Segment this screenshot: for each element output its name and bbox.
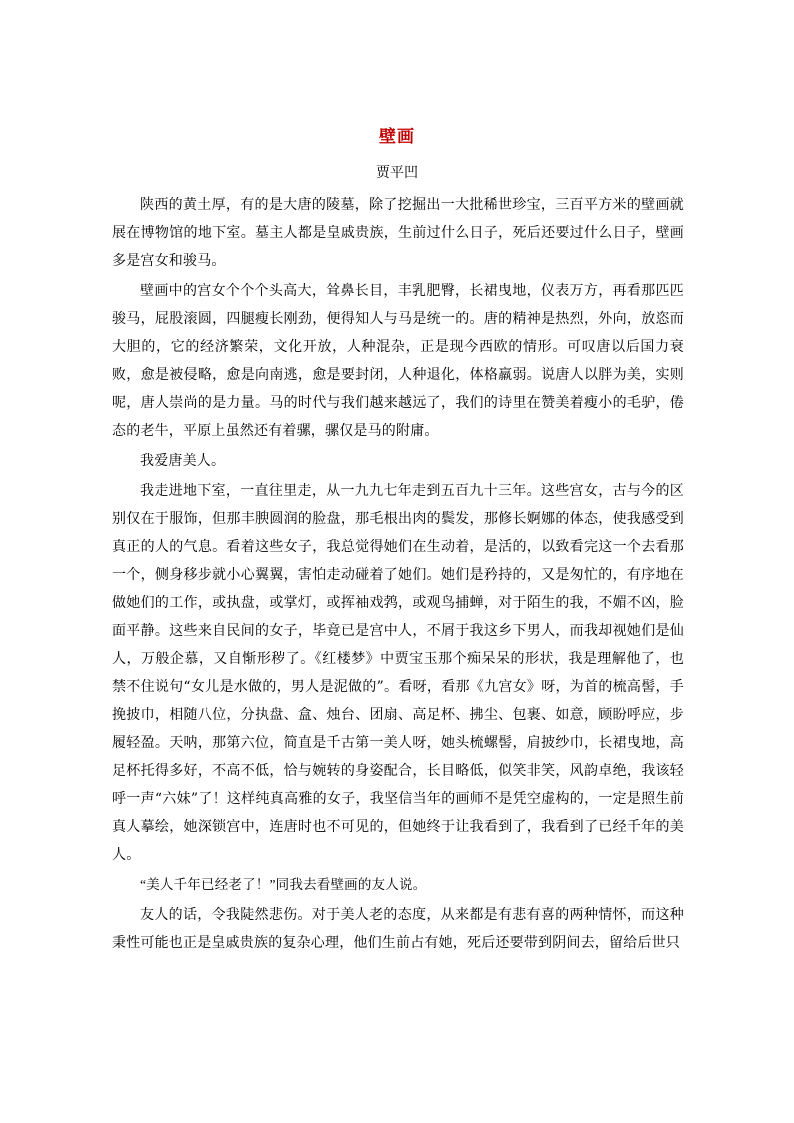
article-body xyxy=(112,191,684,957)
paragraph-2: 壁画中的宫女个个个头高大，耸鼻长目，丰乳肥臀，长裙曳地，仪表万方，再看那匹匹骏马，屁股滚圆，四腿瘦长刚劲，便得知人与马是统一的。唐的精神是热烈，外向，放恣而大胆的，它的经济繁荣，文化开放，人种混杂，正是现今西欧的情形。可叹唐以后国力衰败，愈是被侵略，愈是向南逃，愈是要封闭，人种退化，体格羸弱。说唐人以胖为美，实则呢，唐人崇尚的是力量。马的时代与我们越来越远了，我们的诗里在赞美着瘦小的毛驴，倦态的老牛，平原上虽然还有着骡，骡仅是马的附庸。 xyxy=(112,283,684,439)
article-author: 贾平凹 xyxy=(376,165,418,181)
paragraph-4: 我走进地下室，一直往里走，从一九九七年走到五百九十三年。这些宫女，古与今的区别仅在于服饰，但那丰腴圆润的脸盘，那毛根出肉的鬓发，那修长婀娜的体态，使我感受到真正的人的气息。看着这些女子，我总觉得她们在生动着，是活的，以致看完这一个去看那一个，侧身移步就小心翼翼，害怕走动碰着了她们。她们是矜持的，又是匆忙的，有序地在做她们的工作，或执盘，或掌灯，或挥袖戏鹁，或观鸟捕蝉，对于陌生的我，不媚不凶，脸面平静。这些来自民间的女子，毕竟已是宫中人，不屑于我这乡下男人，而我却视她们是仙人，万般企慕，又自惭形秽了。《红楼梦》中贾宝玉那个痴呆呆的形状，我是理解他了，也禁不住说句“女儿是水做的，男人是泥做的”。看呀，看那《九宫女》呀，为首的梳高髻，手挽披巾，相随八位，分执盘、盒、烛台、团扇、高足杯、拂尘、包裹、如意，顾盼呼应，步履轻盈。天呐，那第六位，简直是千古第一美人呀，她头梳螺髻，肩披纱巾，长裙曳地，高足杯托得多好，不高不低，恰与婉转的身姿配合，长目略低，似笑非笑，风韵卓绝，我该轻呼一声“六妹”了！这样纯真高雅的女子，我坚信当年的画师不是凭空虚构的，一定是照生前真人摹绘，她深锁宫中，连唐时也不可见的，但她终于让我看到了，我看到了已经千年的美人。 xyxy=(112,483,684,863)
paragraph-1: 陕西的黄土厚，有的是大唐的陵墓，除了挖掘出一大批稀世珍宝，三百平方米的壁画就展在博物馆的地下室。墓主人都是皇戚贵族，生前过什么日子，死后还要过什么日子，壁画多是宫女和骏马。 xyxy=(112,197,684,269)
paragraph-5-quote: “美人千年已经老了！”同我去看壁画的友人说。 xyxy=(140,877,427,892)
article-title: 壁画 xyxy=(379,127,415,147)
paragraph-6: 友人的话，令我陡然悲伤。对于美人老的态度，从来都是有悲有喜的两种情怀，而这种秉性可能也正是皇戚贵族的复杂心理，他们生前占有她，死后还要带到阴间去，留给后世只 xyxy=(112,907,684,951)
paragraph-3: 我爱唐美人。 xyxy=(140,453,226,469)
